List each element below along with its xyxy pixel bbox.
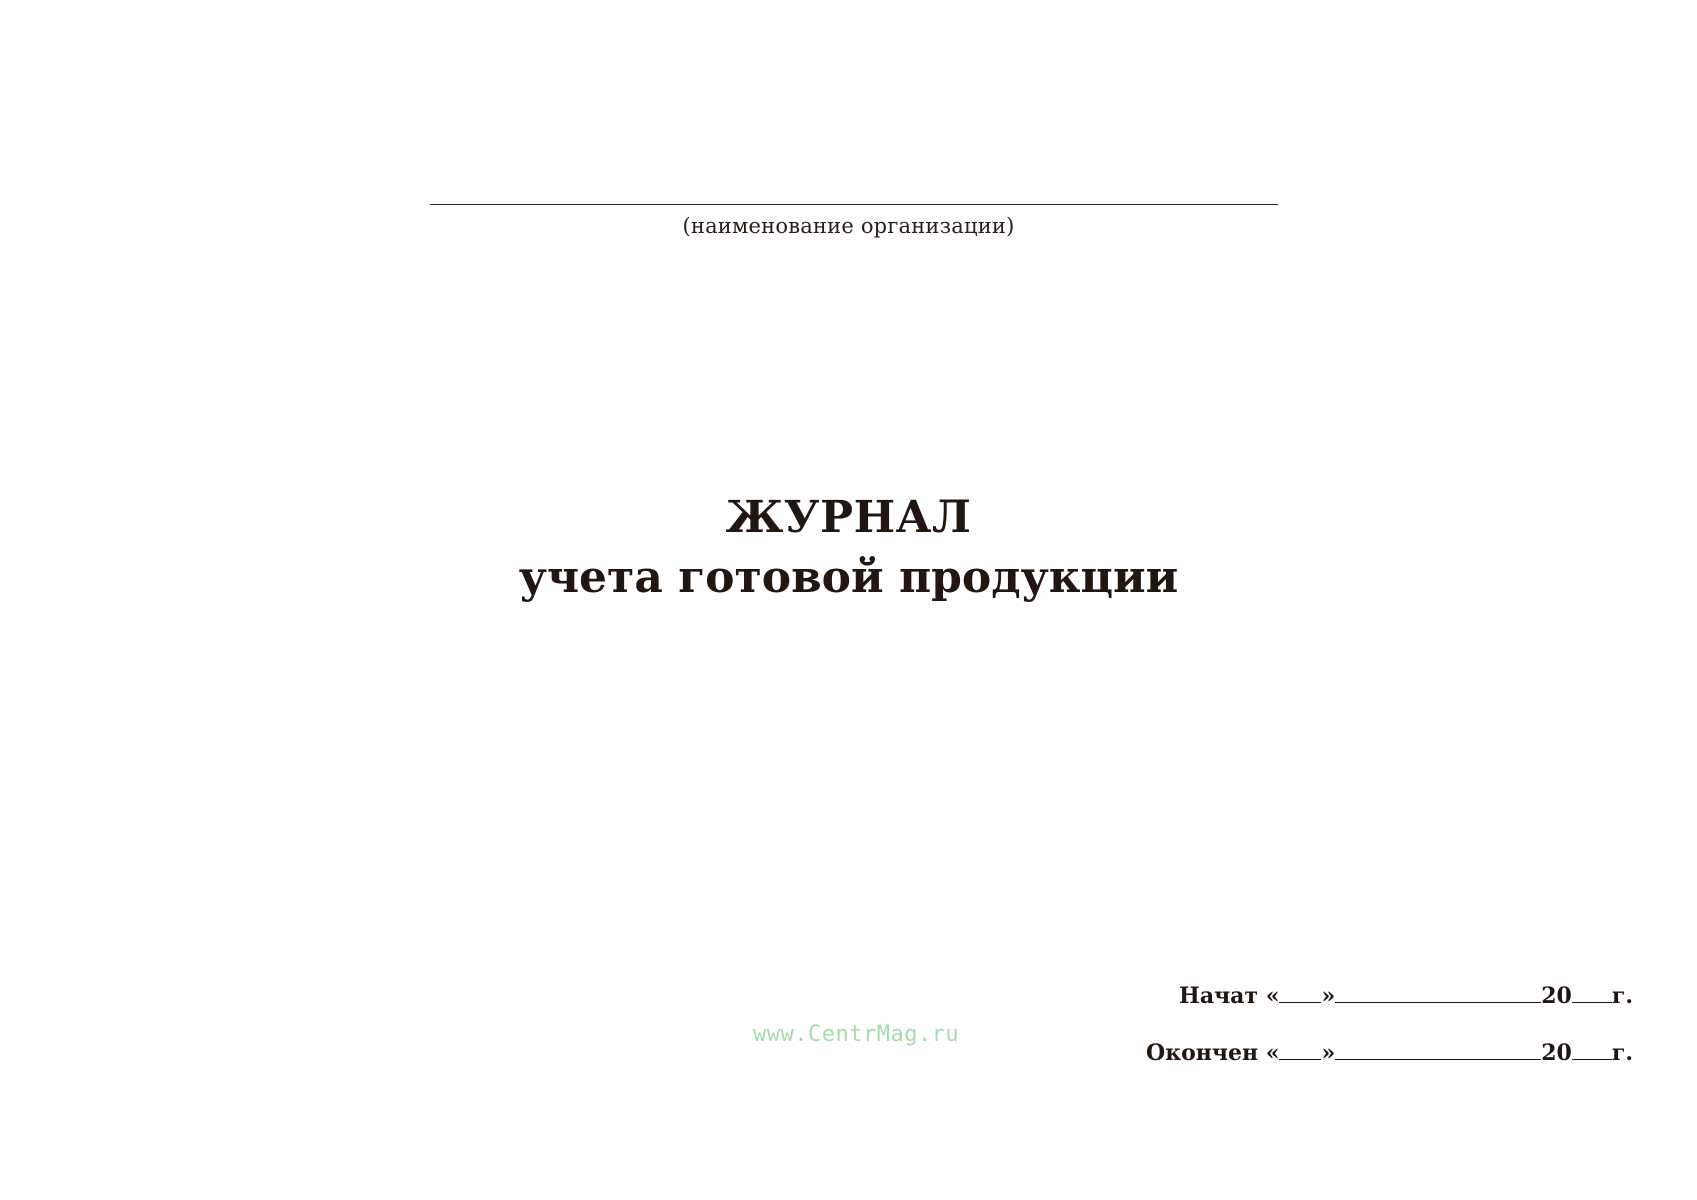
start-year-suffix: г. xyxy=(1611,983,1633,1009)
start-century: 20 xyxy=(1541,983,1572,1009)
document-title-block xyxy=(0,488,1697,608)
finish-day-blank xyxy=(1279,1058,1321,1060)
finish-quote-close: » xyxy=(1321,1040,1336,1066)
start-date-label: Начат « xyxy=(1179,983,1280,1009)
document-title: ЖУРНАЛ xyxy=(725,492,972,543)
start-month-blank xyxy=(1335,1001,1541,1003)
organization-name-line xyxy=(430,204,1278,205)
finish-century: 20 xyxy=(1541,1040,1572,1066)
watermark-url: www.CentrMag.ru xyxy=(753,1022,960,1047)
finish-year-suffix: г. xyxy=(1611,1040,1633,1066)
start-quote-close: » xyxy=(1321,983,1336,1009)
finish-date-label: Окончен « xyxy=(1146,1040,1280,1066)
start-year-blank xyxy=(1572,1001,1612,1003)
document-subtitle: учета готовой продукции xyxy=(518,552,1179,603)
organization-name-caption: (наименование организации) xyxy=(682,214,1015,238)
start-day-blank xyxy=(1279,1001,1321,1003)
start-date-row xyxy=(1179,983,1633,1009)
finish-date-row xyxy=(1146,1040,1633,1066)
finish-year-blank xyxy=(1572,1058,1612,1060)
finish-month-blank xyxy=(1335,1058,1541,1060)
